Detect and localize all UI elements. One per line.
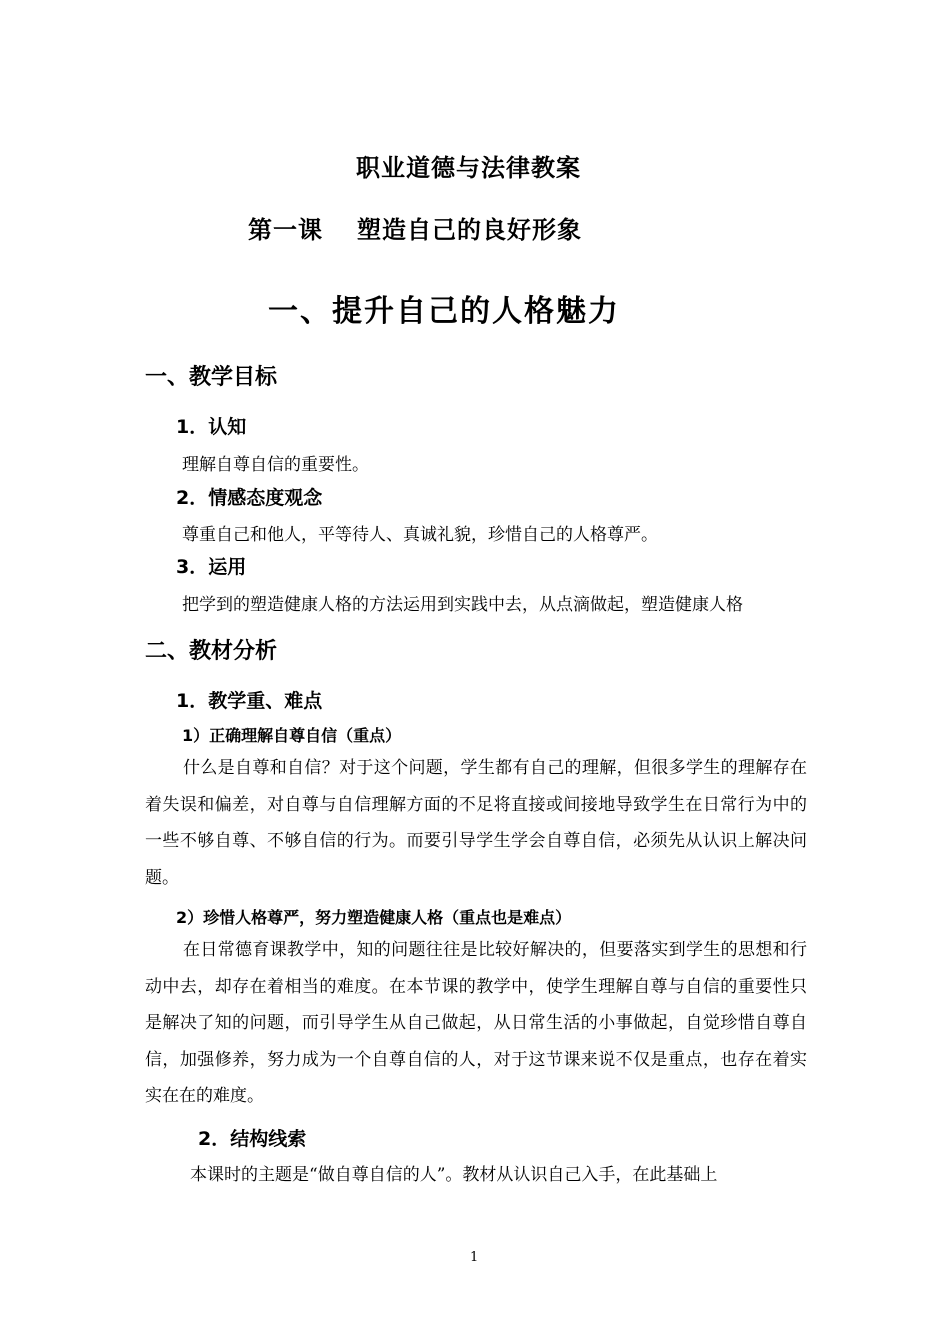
document-title: 职业道德与法律教案 <box>356 153 581 182</box>
text-structure-clue: 本课时的主题是“做自尊自信的人”。教材从认识自己入手，在此基础上 <box>190 1165 718 1185</box>
page-number: 1 <box>470 1250 479 1265</box>
heading-application: 3．运用 <box>176 556 247 578</box>
section-title: 一、提升自己的人格魅力 <box>268 294 620 329</box>
heading-point-2: 2）珍惜人格尊严，努力塑造健康人格（重点也是难点） <box>176 908 572 927</box>
lesson-name: 塑造自己的良好形象 <box>357 215 582 244</box>
paragraph-point-2: 在日常德育课教学中，知的问题往往是比较好解决的，但要落实到学生的思想和行动中去，却存在着相当的难度。在本节课的教学中，使学生理解自尊与自信的重要性只是解决了知的问题，而引导学生从自己做起，从日常生活的小事做起，自觉珍惜自尊自信，加强修养，努力成为一个自尊自信的人，对于这节课来说不仅是重点，也存在着实实在在的难度。 <box>145 940 807 1106</box>
lesson-label: 第一课 <box>248 215 323 244</box>
heading-structure-clue: 2．结构线索 <box>198 1128 307 1150</box>
heading-material-analysis: 二、教材分析 <box>145 639 278 664</box>
heading-cognition: 1．认知 <box>176 416 247 438</box>
heading-key-difficult-points: 1．教学重、难点 <box>176 690 323 712</box>
lesson-title <box>248 210 582 245</box>
text-emotion-attitude: 尊重自己和他人，平等待人、真诚礼貌，珍惜自己的人格尊严。 <box>182 525 658 545</box>
heading-point-1: 1）正确理解自尊自信（重点） <box>182 726 402 745</box>
heading-emotion-attitude: 2．情感态度观念 <box>176 487 323 509</box>
paragraph-point-1: 什么是自尊和自信？对于这个问题，学生都有自己的理解，但很多学生的理解存在着失误和偏差，对自尊与自信理解方面的不足将直接或间接地导致学生在日常行为中的一些不够自尊、不够自信的行为。而要引导学生学会自尊自信，必须先从认识上解决问题。 <box>145 758 807 888</box>
heading-teaching-goals: 一、教学目标 <box>145 365 278 390</box>
text-application: 把学到的塑造健康人格的方法运用到实践中去，从点滴做起，塑造健康人格 <box>182 595 743 615</box>
text-cognition: 理解自尊自信的重要性。 <box>182 455 369 475</box>
